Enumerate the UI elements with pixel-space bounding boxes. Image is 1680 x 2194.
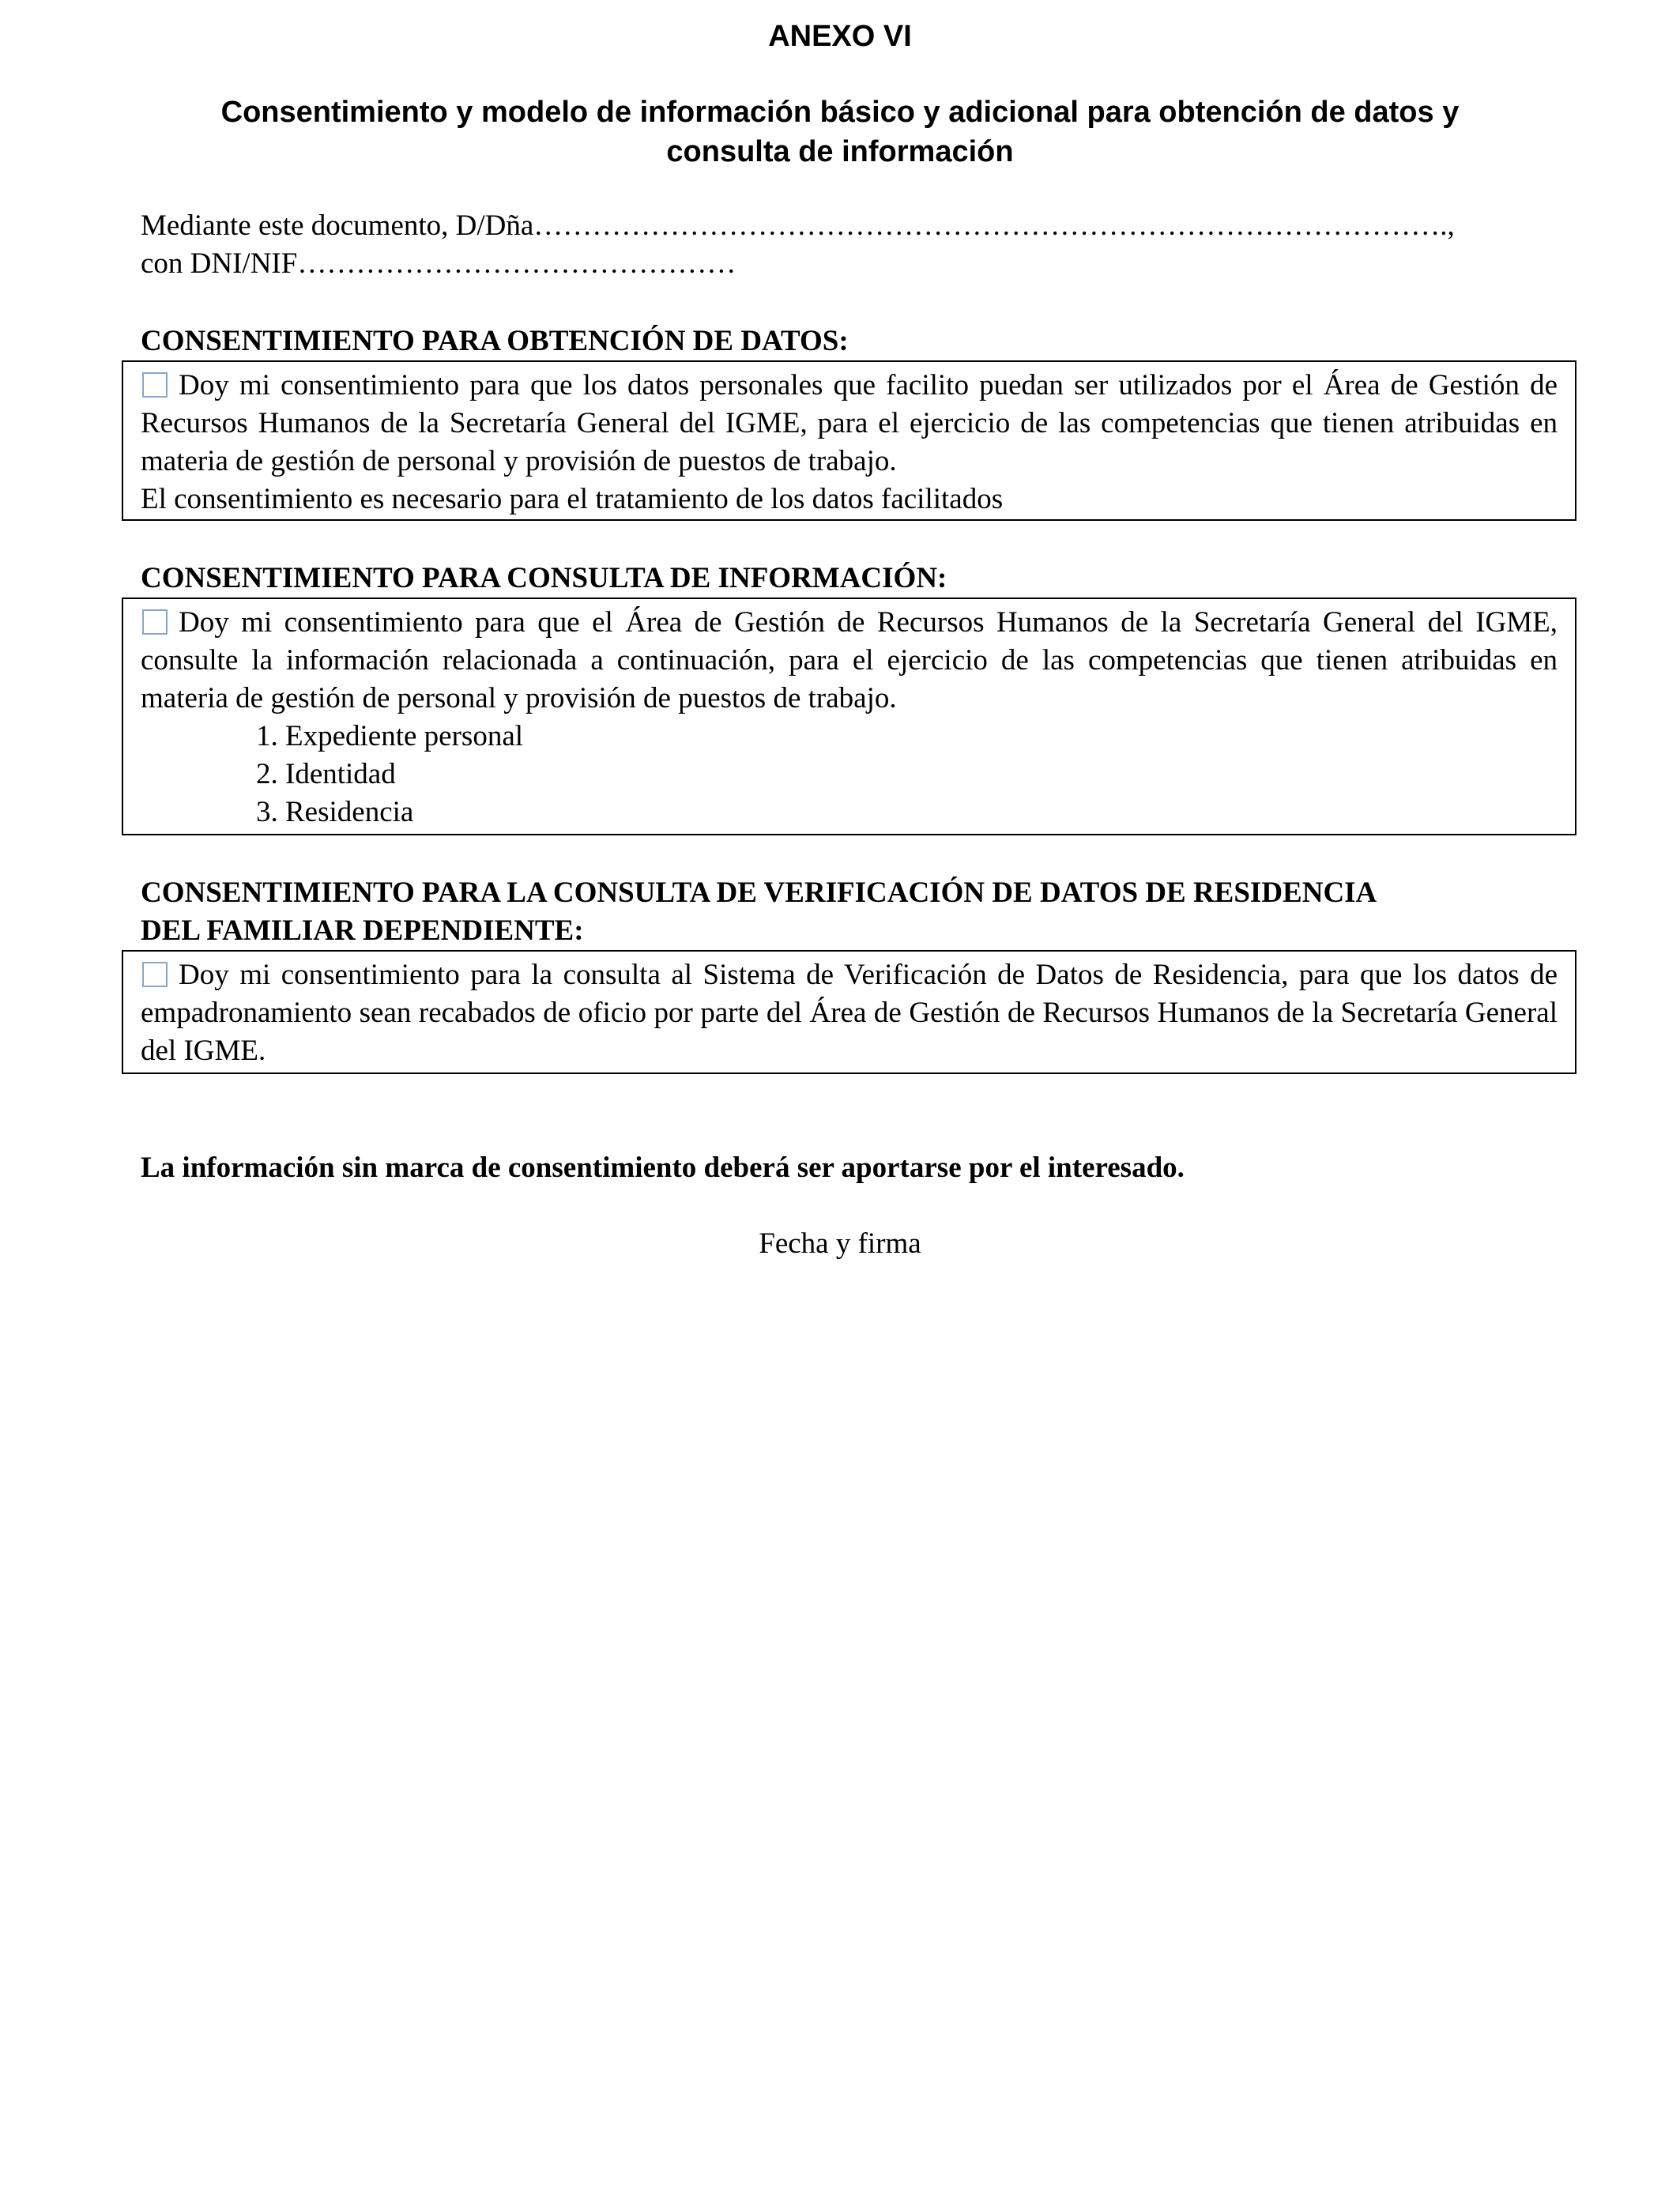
annex-title: ANEXO VI <box>768 20 912 53</box>
name-field-line <box>141 207 1587 245</box>
consent-checkbox-data-collection[interactable] <box>142 372 168 398</box>
name-fill-in-blank[interactable]: …………………………………………………………………………………., <box>533 209 1455 242</box>
consent-statement: Doy mi consentimiento para que el Área de Gestión de Recursos Humanos de la Secretaría General del IGME, consulte la información relacionada a continuación, para el ejercicio de las competencias que tienen atribuidas en materia de gestión de personal y provisión de puestos de trabajo. <box>141 606 1558 714</box>
consent-statement: Doy mi consentimiento para la consulta al Sistema de Verificación de Datos de Residencia, para que los datos de empadronamiento sean recabados de oficio por parte del Área de Gestión de Recursos Humanos de la Secretaría General del IGME. <box>141 959 1558 1067</box>
consent-text-data-collection <box>141 367 1558 481</box>
footer-note: La información sin marca de consentimiento deberá ser aportarse por el interesado. <box>141 1152 1185 1184</box>
id-field-label: con DNI/NIF <box>141 247 298 280</box>
list-item: 2. Identidad <box>256 758 396 790</box>
consent-checkbox-information-query[interactable] <box>142 609 168 635</box>
consent-checkbox-residence-verification[interactable] <box>142 962 168 987</box>
consent-box-residence-verification <box>122 950 1576 1074</box>
document-title-line-1: Consentimiento y modelo de información básico y adicional para obtención de datos y <box>220 96 1460 129</box>
signature-label: Fecha y firma <box>759 1227 921 1260</box>
consent-box-information-query <box>122 598 1576 835</box>
section-heading-line-2: DEL FAMILIAR DEPENDIENTE: <box>141 914 584 947</box>
section-heading-residence-verification <box>141 874 1587 950</box>
consent-text-information-query <box>141 604 1558 718</box>
name-field-label: Mediante este documento, D/Dña <box>141 209 534 242</box>
consent-note: El consentimiento es necesario para el tratamiento de los datos facilitados <box>141 483 1004 515</box>
section-heading-line-1: CONSENTIMIENTO PARA LA CONSULTA DE VERIFICACIÓN DE DATOS DE RESIDENCIA <box>141 876 1377 909</box>
consent-text-residence-verification <box>141 956 1558 1070</box>
consent-statement: Doy mi consentimiento para que los datos personales que facilito puedan ser utilizados por el Área de Gestión de Recursos Humanos de la Secretaría General del IGME, para el ejercicio de las competencias que tienen atribuidas en materia de gestión de personal y provisión de puestos de trabajo. <box>141 369 1558 477</box>
consent-box-data-collection <box>122 360 1576 521</box>
list-item: 3. Residencia <box>256 796 414 828</box>
id-field-line <box>141 245 1587 283</box>
section-heading-data-collection: CONSENTIMIENTO PARA OBTENCIÓN DE DATOS: <box>141 325 849 357</box>
section-heading-information-query: CONSENTIMIENTO PARA CONSULTA DE INFORMACIÓN: <box>141 562 947 594</box>
id-fill-in-blank[interactable]: ……………………………………… <box>297 247 736 280</box>
list-item: 1. Expediente personal <box>256 720 524 752</box>
information-items-list <box>141 718 1558 831</box>
document-title <box>119 92 1561 172</box>
document-title-line-2: consulta de información <box>666 135 1014 168</box>
